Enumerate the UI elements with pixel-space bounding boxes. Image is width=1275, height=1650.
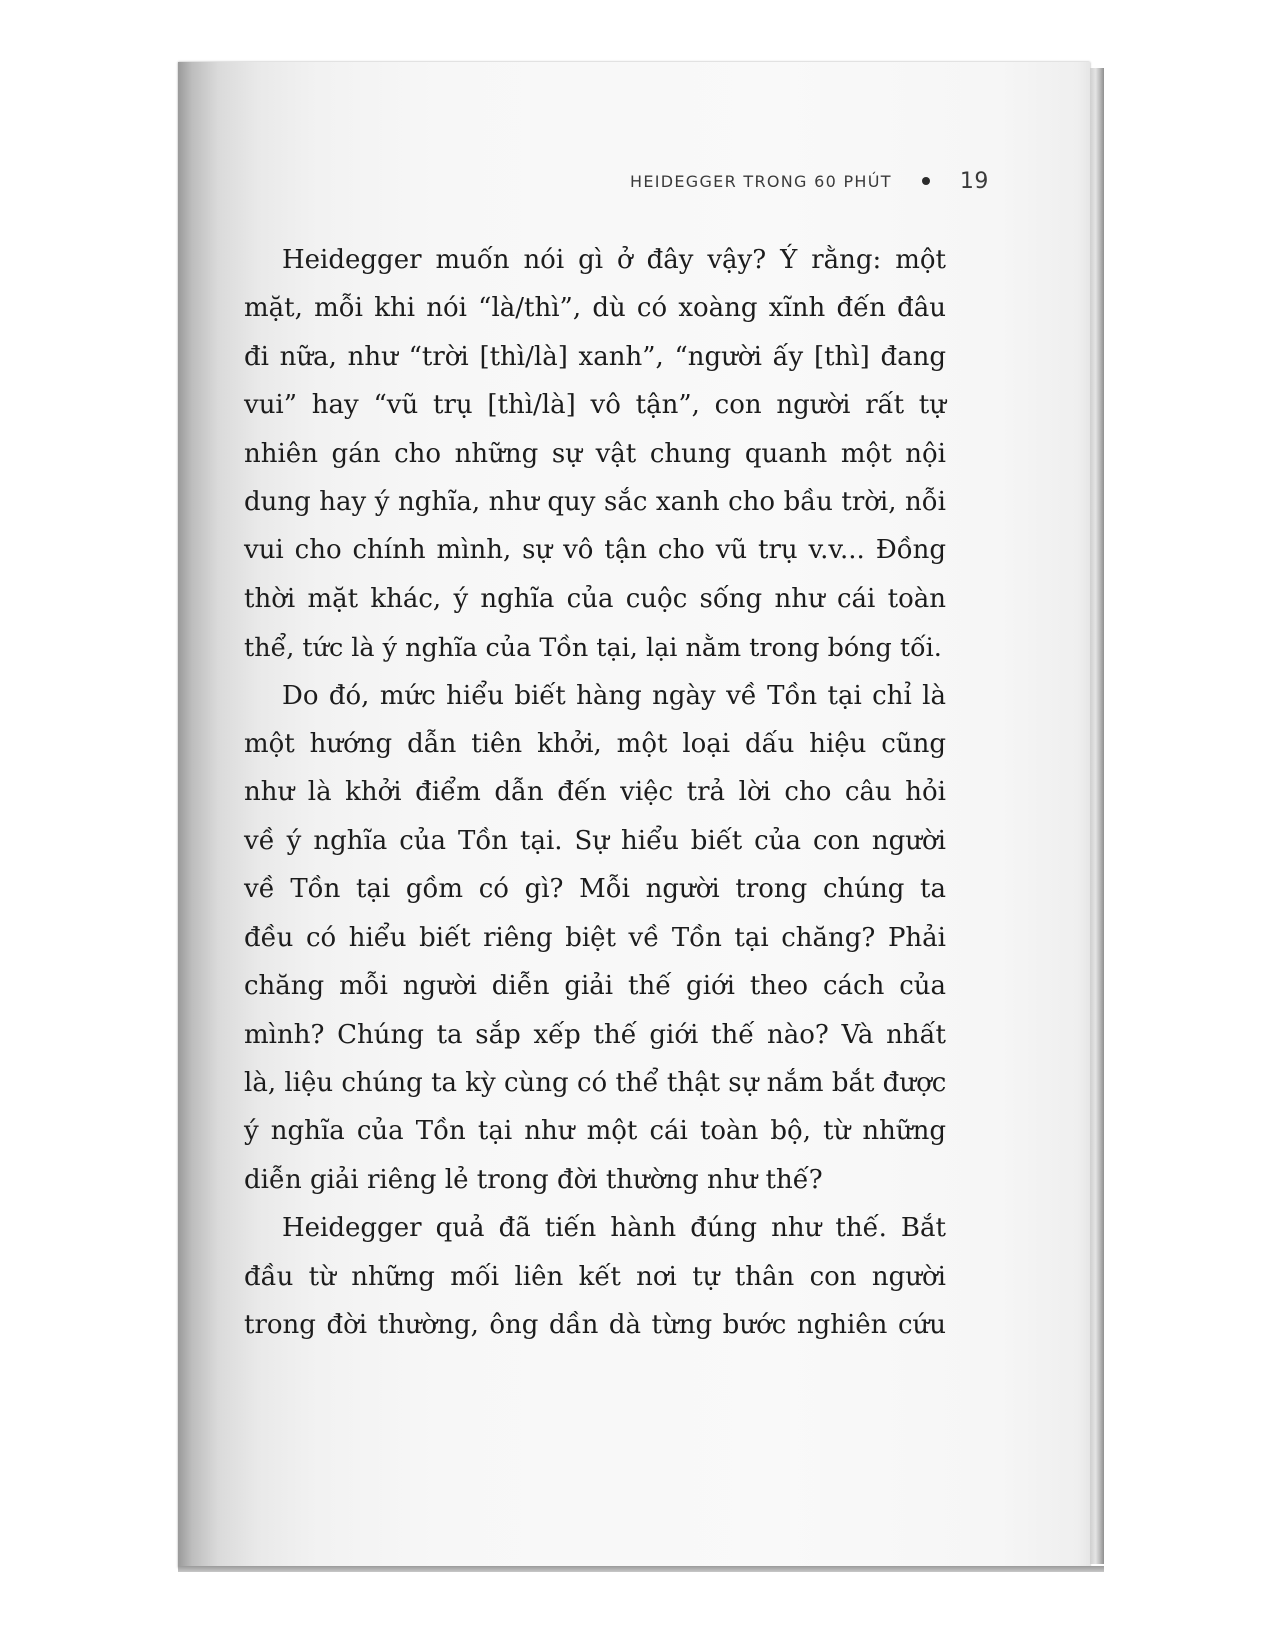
text-line: Heidegger muốn nói gì ở đây vậy? Ý rằng: một <box>282 245 946 275</box>
page-edges <box>1090 68 1104 1564</box>
text-line: đều có hiểu biết riêng biệt về Tồn tại chăng? Phải <box>244 922 946 953</box>
text-line: vui cho chính mình, sự vô tận cho vũ trụ v.v... Đồng <box>244 535 946 566</box>
text-line: dung hay ý nghĩa, như quy sắc xanh cho bầu trời, nỗi <box>244 487 946 518</box>
text-line: chăng mỗi người diễn giải thế giới theo cách của <box>244 971 946 1002</box>
page-bottom-edge <box>178 1566 1104 1572</box>
text-line: một hướng dẫn tiên khởi, một loại dấu hiệu cũng <box>244 729 946 760</box>
paragraph-1 <box>244 236 946 672</box>
text-line: đi nữa, như “trời [thì/là] xanh”, “người ấy [thì] đang <box>244 341 946 372</box>
body-text <box>244 236 946 1349</box>
text-line: Heidegger quả đã tiến hành đúng như thế. Bắt <box>282 1213 946 1244</box>
text-line: thể, tức là ý nghĩa của Tồn tại, lại nằm trong bóng tối. <box>244 632 942 663</box>
running-title: HEIDEGGER TRONG 60 PHÚT <box>630 171 892 191</box>
text-line: Do đó, mức hiểu biết hàng ngày về Tồn tại chỉ là <box>282 680 946 711</box>
text-line: đầu từ những mối liên kết nơi tự thân con người <box>244 1261 946 1292</box>
page-number: 19 <box>959 168 989 194</box>
text-line: trong đời thường, ông dần dà từng bước nghiên cứu <box>244 1309 946 1340</box>
text-line: thời mặt khác, ý nghĩa của cuộc sống như cái toàn <box>244 583 946 614</box>
text-line: là, liệu chúng ta kỳ cùng có thể thật sự nắm bắt được <box>244 1067 947 1098</box>
text-line: nhiên gán cho những sự vật chung quanh một nội <box>244 438 946 469</box>
text-line: mình? Chúng ta sắp xếp thế giới thế nào? Và nhất <box>244 1019 946 1050</box>
text-line: như là khởi điểm dẫn đến việc trả lời cho câu hỏi <box>244 777 946 808</box>
paragraph-3 <box>244 1204 946 1349</box>
bullet-separator <box>922 177 930 185</box>
text-line: diễn giải riêng lẻ trong đời thường như thế? <box>244 1164 823 1195</box>
paragraph-2 <box>244 672 946 1204</box>
text-line: ý nghĩa của Tồn tại như một cái toàn bộ, từ những <box>244 1116 946 1147</box>
running-head <box>630 166 989 196</box>
text-line: vui” hay “vũ trụ [thì/là] vô tận”, con người rất tự <box>244 390 946 421</box>
text-line: về Tồn tại gồm có gì? Mỗi người trong chúng ta <box>244 874 946 905</box>
text-line: về ý nghĩa của Tồn tại. Sự hiểu biết của con người <box>244 825 946 856</box>
text-line: mặt, mỗi khi nói “là/thì”, dù có xoàng xĩnh đến đâu <box>244 293 946 324</box>
